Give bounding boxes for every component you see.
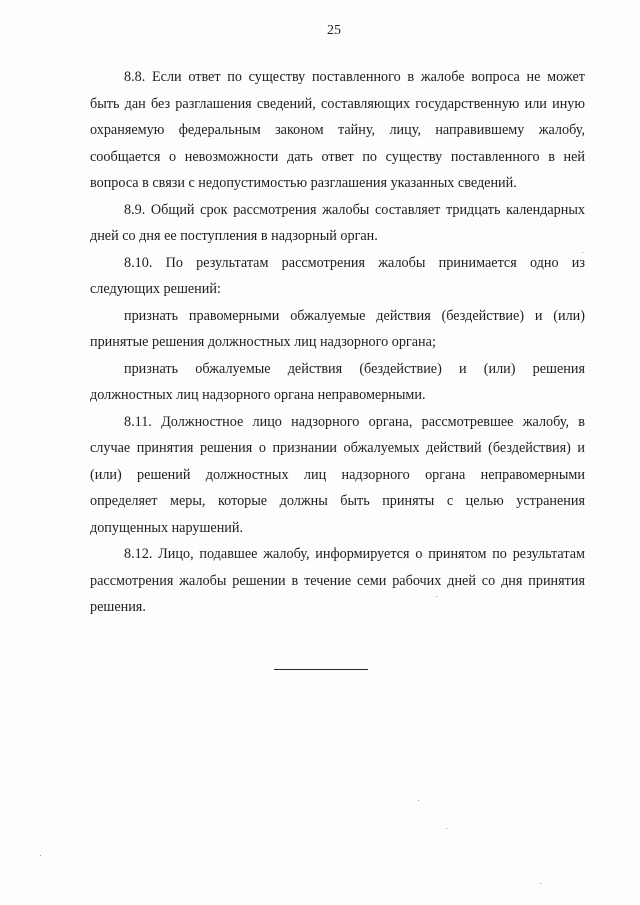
paragraph-8-8: 8.8. Если ответ по существу поставленного в жалобе вопроса не может быть дан без разглашения сведений, составляющих государственную или иную охраняемую федеральным законом тайну, лицу, направившему жалобу, сообщается о невозможности дать ответ по существу поставленного в ней вопроса в связи с недопустимостью разглашения указанных сведений. xyxy=(90,69,585,191)
scan-speck xyxy=(582,252,583,253)
end-of-text-divider xyxy=(274,669,368,670)
page-number: 25 xyxy=(327,23,341,38)
decision-option-lawful: признать правомерными обжалуемые действия (бездействие) и (или) принятые решения должностных лиц надзорного органа; xyxy=(90,307,585,350)
scan-speck xyxy=(446,828,447,829)
scan-speck xyxy=(540,883,541,884)
decision-option-unlawful: признать обжалуемые действия (бездействие) и (или) решения должностных лиц надзорного органа неправомерными. xyxy=(90,360,585,403)
scan-speck xyxy=(418,800,419,801)
paragraph-8-12: 8.12. Лицо, подавшее жалобу, информируется о принятом по результатам рассмотрения жалобы решении в течение семи рабочих дней со дня принятия решения. xyxy=(90,546,585,615)
body-text xyxy=(90,64,585,621)
paragraph-8-10: 8.10. По результатам рассмотрения жалобы принимается одно из следующих решений: xyxy=(90,254,585,297)
scan-speck xyxy=(436,596,437,597)
scan-speck xyxy=(40,855,41,856)
paragraph-8-11: 8.11. Должностное лицо надзорного органа, рассмотревшее жалобу, в случае принятия решения о признании обжалуемых действий (бездействия) и (или) решений должностных лиц надзорного органа неправомерными определяет меры, которые должны быть приняты с целью устранения допущенных нарушений. xyxy=(90,413,585,536)
paragraph-8-9: 8.9. Общий срок рассмотрения жалобы составляет тридцать календарных дней со дня ее поступления в надзорный орган. xyxy=(90,201,585,244)
